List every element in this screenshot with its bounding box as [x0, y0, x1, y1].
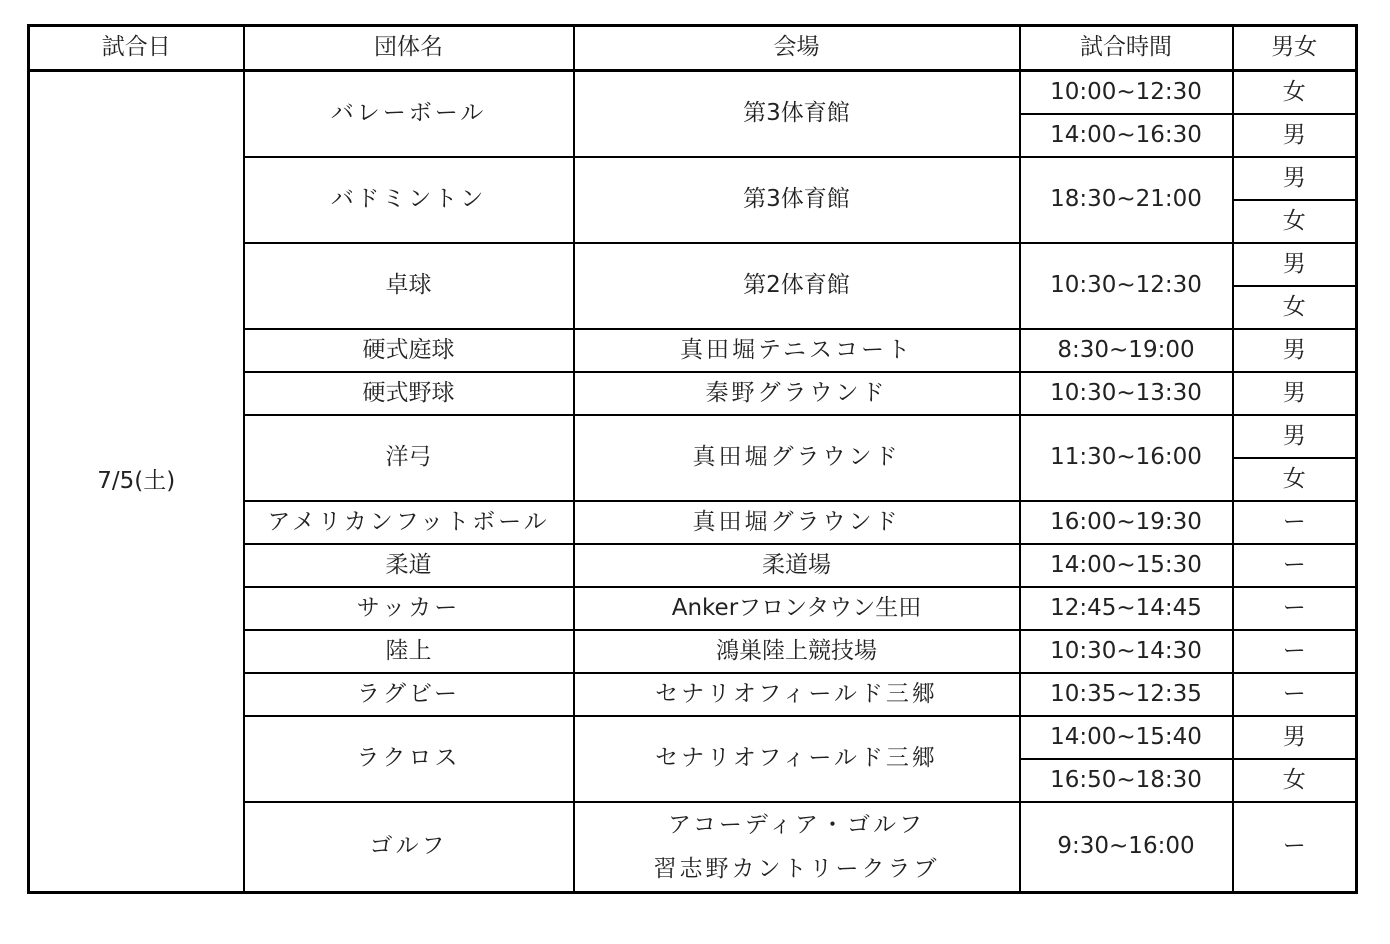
- sex-cell: 男: [1233, 329, 1357, 372]
- venue-cell: 柔道場: [574, 544, 1020, 587]
- team-name-cell: サッカー: [244, 587, 574, 630]
- venue-cell: 第3体育館: [574, 71, 1020, 158]
- header-sex: 男女: [1233, 26, 1357, 71]
- time-cell: 10:00~12:30: [1020, 71, 1233, 115]
- team-name-cell: 硬式野球: [244, 372, 574, 415]
- sex-cell: ー: [1233, 501, 1357, 544]
- time-cell: 16:00~19:30: [1020, 501, 1233, 544]
- team-name-cell: 硬式庭球: [244, 329, 574, 372]
- sex-cell: ー: [1233, 802, 1357, 893]
- sex-cell: 男: [1233, 243, 1357, 286]
- venue-cell: [574, 802, 1020, 893]
- match-schedule-table: [27, 24, 1358, 894]
- venue-cell: 真田堀グラウンド: [574, 415, 1020, 501]
- team-name-cell: ラグビー: [244, 673, 574, 716]
- time-cell: 12:45~14:45: [1020, 587, 1233, 630]
- sex-cell: 男: [1233, 716, 1357, 759]
- team-name-cell: 洋弓: [244, 415, 574, 501]
- time-cell: 10:30~14:30: [1020, 630, 1233, 673]
- match-date-cell: 7/5(土): [29, 71, 244, 893]
- team-name-cell: 陸上: [244, 630, 574, 673]
- sex-cell: ー: [1233, 673, 1357, 716]
- sex-cell: ー: [1233, 587, 1357, 630]
- venue-cell: 第2体育館: [574, 243, 1020, 329]
- team-name-cell: 柔道: [244, 544, 574, 587]
- venue-line: 習志野カントリークラブ: [653, 856, 940, 882]
- venue-cell: 真田堀テニスコート: [574, 329, 1020, 372]
- sex-cell: 女: [1233, 759, 1357, 802]
- time-cell: 18:30~21:00: [1020, 157, 1233, 243]
- sex-cell: 男: [1233, 415, 1357, 458]
- time-cell: 14:00~15:30: [1020, 544, 1233, 587]
- sex-cell: 女: [1233, 71, 1357, 115]
- sex-cell: 男: [1233, 157, 1357, 200]
- venue-cell: セナリオフィールド三郷: [574, 716, 1020, 802]
- time-cell: 16:50~18:30: [1020, 759, 1233, 802]
- header-row: [29, 26, 1357, 71]
- sex-cell: 女: [1233, 286, 1357, 329]
- time-cell: 14:00~15:40: [1020, 716, 1233, 759]
- header-date: 試合日: [29, 26, 244, 71]
- team-name-cell: ゴルフ: [244, 802, 574, 893]
- sex-cell: 女: [1233, 458, 1357, 501]
- time-cell: 10:30~12:30: [1020, 243, 1233, 329]
- time-cell: 14:00~16:30: [1020, 114, 1233, 157]
- team-name-cell: ラクロス: [244, 716, 574, 802]
- venue-cell: セナリオフィールド三郷: [574, 673, 1020, 716]
- sex-cell: 女: [1233, 200, 1357, 243]
- team-name-cell: 卓球: [244, 243, 574, 329]
- sex-cell: ー: [1233, 630, 1357, 673]
- time-cell: 9:30~16:00: [1020, 802, 1233, 893]
- table-row: [29, 71, 1357, 115]
- sex-cell: 男: [1233, 372, 1357, 415]
- team-name-cell: アメリカンフットボール: [244, 501, 574, 544]
- venue-cell: 秦野グラウンド: [574, 372, 1020, 415]
- venue-cell: 第3体育館: [574, 157, 1020, 243]
- time-cell: 8:30~19:00: [1020, 329, 1233, 372]
- time-cell: 10:35~12:35: [1020, 673, 1233, 716]
- sex-cell: 男: [1233, 114, 1357, 157]
- header-venue: 会場: [574, 26, 1020, 71]
- team-name-cell: バドミントン: [244, 157, 574, 243]
- venue-cell: Ankerフロンタウン生田: [574, 587, 1020, 630]
- venue-line: アコーディア・ゴルフ: [667, 812, 925, 838]
- venue-cell: 真田堀グラウンド: [574, 501, 1020, 544]
- sex-cell: ー: [1233, 544, 1357, 587]
- schedule-table-container: [27, 24, 1358, 894]
- time-cell: 11:30~16:00: [1020, 415, 1233, 501]
- venue-cell: 鴻巣陸上競技場: [574, 630, 1020, 673]
- time-cell: 10:30~13:30: [1020, 372, 1233, 415]
- header-time: 試合時間: [1020, 26, 1233, 71]
- header-team: 団体名: [244, 26, 574, 71]
- team-name-cell: バレーボール: [244, 71, 574, 158]
